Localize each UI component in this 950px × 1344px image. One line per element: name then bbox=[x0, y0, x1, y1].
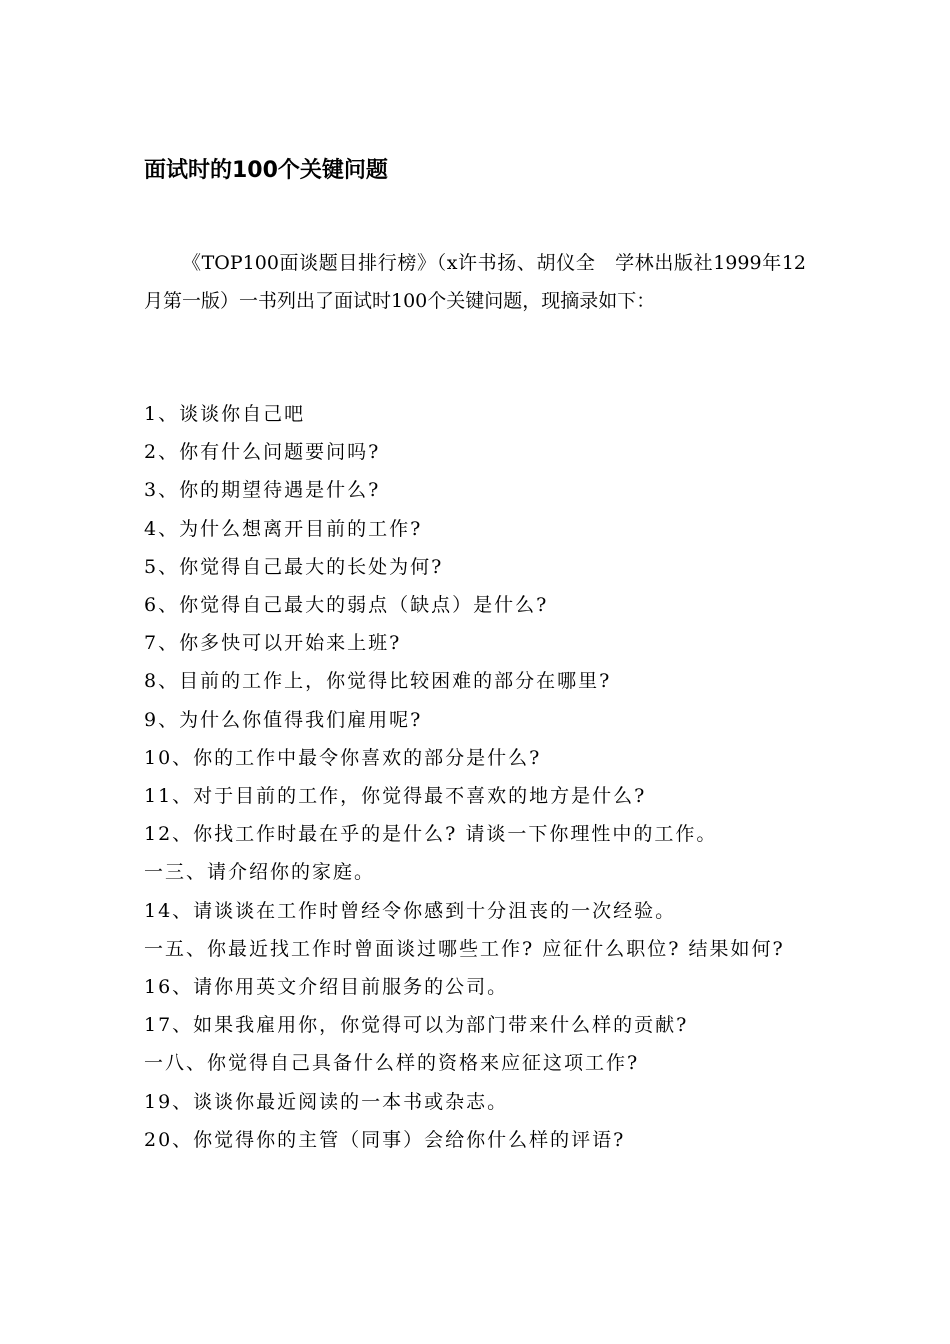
question-item: 4、为什么想离开目前的工作? bbox=[144, 517, 423, 540]
question-list bbox=[144, 395, 806, 1159]
question-item: 1、谈谈你自己吧 bbox=[144, 403, 306, 425]
question-item: 6、你觉得自己最大的弱点（缺点）是什么? bbox=[144, 594, 549, 617]
question-item: 14、请谈谈在工作时曾经令你感到十分沮丧的一次经验。 bbox=[144, 899, 677, 922]
question-item: 11、对于目前的工作，你觉得最不喜欢的地方是什么? bbox=[144, 785, 647, 808]
question-item: 19、谈谈你最近阅读的一本书或杂志。 bbox=[144, 1090, 509, 1113]
question-item: 16、请你用英文介绍目前服务的公司。 bbox=[144, 976, 509, 999]
question-item: 20、你觉得你的主管（同事）会给你什么样的评语? bbox=[144, 1128, 626, 1151]
question-item: 9、为什么你值得我们雇用呢? bbox=[144, 708, 423, 731]
question-item: 3、你的期望待遇是什么? bbox=[144, 479, 381, 502]
question-item: 7、你多快可以开始来上班? bbox=[144, 632, 402, 655]
question-item: 2、你有什么问题要问吗? bbox=[144, 441, 381, 464]
question-item: 5、你觉得自己最大的长处为何? bbox=[144, 555, 444, 578]
question-item: 8、目前的工作上，你觉得比较困难的部分在哪里? bbox=[144, 670, 612, 693]
question-item: 一三、请介绍你的家庭。 bbox=[144, 861, 376, 884]
question-item: 一八、你觉得自己具备什么样的资格来应征这项工作? bbox=[144, 1052, 640, 1075]
question-item: 10、你的工作中最令你喜欢的部分是什么? bbox=[144, 746, 542, 769]
question-item: 一五、你最近找工作时曾面谈过哪些工作? 应征什么职位? 结果如何? bbox=[144, 937, 785, 960]
question-item: 12、你找工作时最在乎的是什么? 请谈一下你理性中的工作。 bbox=[144, 823, 718, 846]
question-item: 17、如果我雇用你，你觉得可以为部门带来什么样的贡献? bbox=[144, 1014, 689, 1037]
intro-paragraph: 《TOP100面谈题目排行榜》（x许书扬、胡仪全 学林出版社1999年12月第一版）一书列出了面试时100个关键问题，现摘录如下： bbox=[144, 252, 806, 312]
document-title: 面试时的100个关键问题 bbox=[144, 158, 388, 183]
